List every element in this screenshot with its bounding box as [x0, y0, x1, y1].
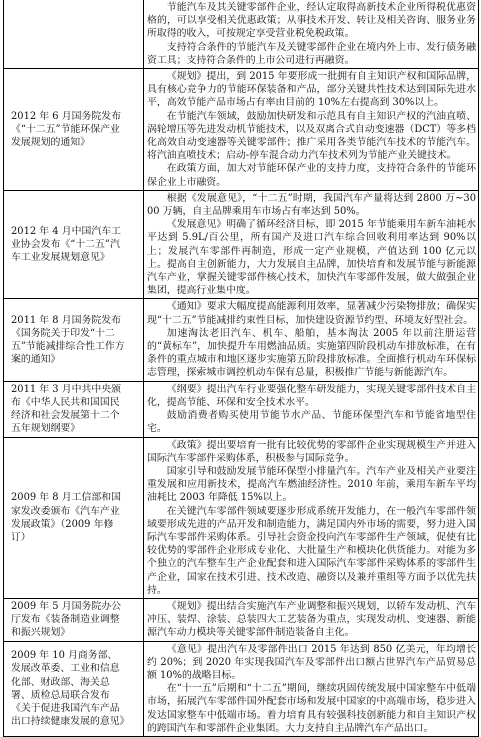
content-paragraph: 《政策》提出要培育一批有比较优势的零部件企业实现规模生产并进入国际汽车零部件采购体系，积极参与国际竞争。	[147, 439, 476, 464]
content-paragraph: 支持符合条件的节能汽车及关键零部件企业在境内外上市、发行债务融资工具；支持符合条件的上市公司进行再融资。	[147, 41, 476, 66]
table-row	[4, 437, 479, 598]
policy-content-cell	[144, 190, 479, 299]
policy-document-cell: 2012 年 6 月国务院发布《“十二五”节能环保产业发展规划的通知》	[4, 69, 144, 191]
policy-document-cell	[4, 0, 144, 69]
policy-content-cell	[144, 598, 479, 641]
table-row	[4, 598, 479, 641]
content-paragraph: 鼓励消费者购买使用节能节水产品、节能环保型汽车和节能省地型住宅。	[147, 410, 476, 435]
table-row	[4, 641, 479, 736]
policy-document-cell: 2009 年 10 月商务部、发展改革委、工业和信息化部、财政部、海关总署、质检总局联合发布《关于促进我国汽车产品出口持续健康发展的意见》	[4, 641, 144, 736]
table-row	[4, 69, 479, 191]
policy-document-cell: 2011 年 8 月国务院发布《国务院关于印发“十二五”节能减排综合性工作方案的通知》	[4, 299, 144, 381]
content-paragraph: 在节能汽车领域，鼓励加快研发和示范具有自主知识产权的汽油直喷、涡轮增压等先进发动机节能技术，以及双离合式自动变速器（DCT）等多档化高效自动变速器等关键零部件；推广采用各类节能汽车技术的节能汽车。将汽油直喷技术；启动-停车混合动力汽车技术列为节能产业关键技术。	[147, 110, 476, 162]
table-row	[4, 0, 479, 69]
policy-content-cell	[144, 381, 479, 437]
policy-document-cell: 2012 年 4 月中国汽车工业协会发布《“十二五”汽车工业发展规划意见》	[4, 190, 144, 299]
content-paragraph: 节能汽车及其关键零部件企业，经认定取得高新技术企业所得税优惠资格的，可以享受相关优惠政策；从事技术开发、转让及相关咨询、服务业务所取得的收入，可按规定享受营业税免税政策。	[147, 2, 476, 40]
policy-content-cell	[144, 641, 479, 736]
content-paragraph: 根据《发展意见》，“十二五”时期，我国汽车产量将达到 2800 万~3000 万辆，自主品牌乘用车市场占有率达到 50%。	[147, 192, 476, 218]
content-paragraph: 国家引导和鼓励发展节能环保型小排量汽车。汽车产业及相关产业要注重发展和应用新技术，提高汽车燃油经济性。2010 年前，乘用车新车平均油耗比 2003 年降低 15%以上。	[147, 465, 476, 504]
content-paragraph: 《通知》要求大幅度提高能源利用效率，显著减少污染物排放；确保实现“十二五”节能减排约束性目标，加快建设资源节约型、环境友好型社会。	[147, 301, 476, 326]
policy-content-cell	[144, 0, 479, 69]
table-row	[4, 299, 479, 381]
policy-document-cell: 2009 年 8 月工信部和国家发改委颁布《汽车产业发展政策》（2009 年修订）	[4, 437, 144, 598]
policy-table	[3, 0, 479, 737]
table-row	[4, 190, 479, 299]
table-row	[4, 381, 479, 437]
content-paragraph: 在“十一五”后期和“十二五”期间，继续巩固传统发展中国家整车中低端市场，拓展汽车零部件国外配套市场和发展中国家的中高端市场，稳步进入发达国家整车中低端市场。着力培育具有较强科技创新能力和自主知识产权的跨国汽车和零部件企业集团。大力支持自主品牌汽车产品出口。	[147, 683, 476, 734]
content-paragraph: 《发展意见》明确了循环经济目标，即 2015 年节能乘用车新车油耗水平达到 5.9L/百公里，所有国产及进口汽车综合回收利用率达到 90%以上；发展汽车零部件再制造，形成一定产业规模，产值达到 100 亿元以上。提高自主创新能力，大力发展自主品牌，加快培育和发展节能与新能源汽车产业，掌握关键零部件核心技术，加快汽车零部件发展，做大做强企业集团，提高行业集中度。	[147, 219, 476, 297]
policy-document-cell: 2011 年 3 月中共中央颁布《中华人民共和国国民经济和社会发展第十二个五年规划纲要》	[4, 381, 144, 437]
policy-content-cell	[144, 69, 479, 191]
content-paragraph: 《意见》提出汽车及零部件出口 2015 年达到 850 亿美元，年均增长约 20%；到 2020 年实现我国汽车及零部件出口额占世界汽车产品贸易总额 10%的战略目标。	[147, 643, 476, 681]
content-paragraph: 在政策方面，加大对节能环保产业的支持力度，支持符合条件的节能环保企业上市融资。	[147, 163, 476, 188]
content-paragraph: 在关键汽车零部件领域要逐步形成系统开发能力，在一般汽车零部件领域要形成先进的产品开发和制造能力，满足国内外市场的需要，努力进入国际汽车零部件采购体系。引导社会资金投向汽车零部件生产领域，促使有比较优势的零部件企业形成专业化、大批量生产和模块化供货能力。对能为多个独立的汽车整车生产企业配套和进入国际汽车零部件采购体系的零部件生产企业，国家在技术引进、技术改造、融资以及兼并重组等方面予以优先扶持。	[147, 505, 476, 596]
content-paragraph: 《规划》提出，到 2015 年要形成一批拥有自主知识产权和国际品牌，具有核心竞争力的节能环保装备和产品，部分关键共性技术达到国际先进水平，高效节能产品市场占有率由目前的 10%左右提高到 30%以上。	[147, 71, 476, 109]
policy-content-cell	[144, 299, 479, 381]
policy-content-cell	[144, 437, 479, 598]
content-paragraph: 加速淘汰老旧汽车、机车、船舶，基本淘汰 2005 年以前注册运营的“黄标车”，加快提升车用燃油品质。实施第四阶段机动车排放标准，在有条件的重点城市和地区逐步实施第五阶段排放标准。全面推行机动车环保标志管理，探索城市调控机动车保有总量，积极推广节能与新能源汽车。	[147, 327, 476, 379]
content-paragraph: 《纲要》提出汽车行业要强化整车研发能力，实现关键零部件技术自主化，提高节能、环保和安全技术水平。	[147, 383, 476, 408]
policy-document-cell: 2009 年 5 月国务院办公厅发布《装备制造业调整和振兴规划》	[4, 598, 144, 641]
content-paragraph: 《规划》提出结合实施汽车产业调整和振兴规划，以轿车发动机、汽车冲压、装焊、涂装、总装四大工艺装备为重点，实现发动机、变速器、新能源汽车动力模块等关键零部件制造装备自主化。	[147, 600, 476, 639]
